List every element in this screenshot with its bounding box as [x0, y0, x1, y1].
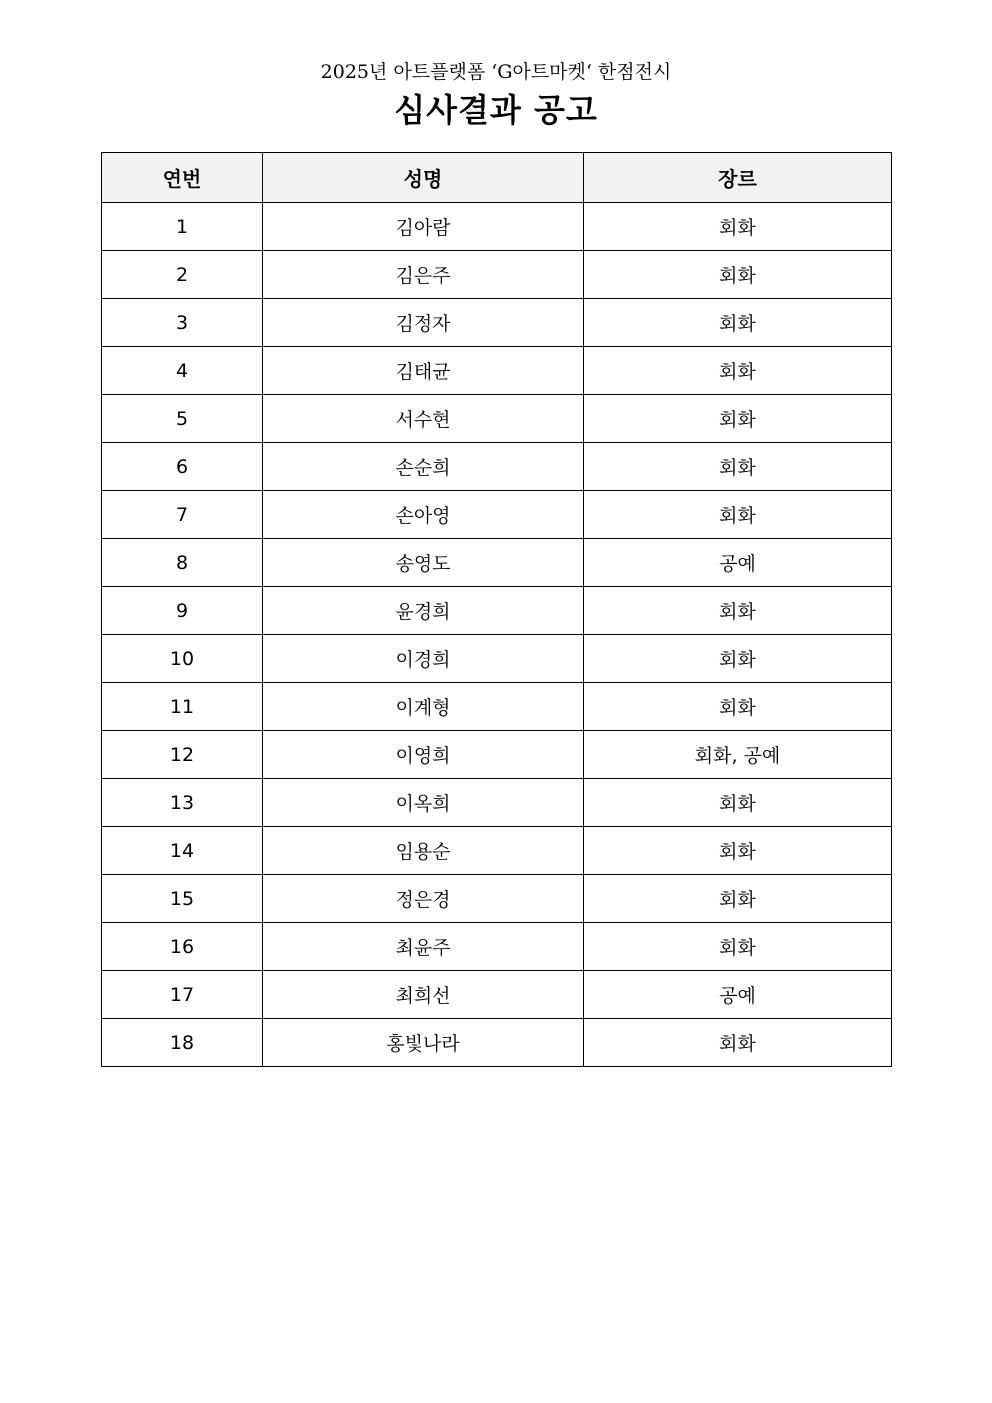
table-row — [102, 731, 892, 779]
cell-name: 김아람 — [263, 203, 584, 251]
cell-genre: 회화 — [584, 299, 892, 347]
cell-genre: 회화 — [584, 1019, 892, 1067]
table-row — [102, 779, 892, 827]
table-row — [102, 203, 892, 251]
cell-genre: 회화 — [584, 923, 892, 971]
cell-name: 임용순 — [263, 827, 584, 875]
cell-genre: 회화 — [584, 203, 892, 251]
cell-genre: 회화 — [584, 395, 892, 443]
cell-genre: 공예 — [584, 539, 892, 587]
cell-genre: 회화 — [584, 347, 892, 395]
cell-genre: 회화 — [584, 683, 892, 731]
table-row — [102, 635, 892, 683]
cell-number: 9 — [102, 587, 263, 635]
cell-number: 7 — [102, 491, 263, 539]
cell-number: 2 — [102, 251, 263, 299]
column-header-name: 성명 — [263, 153, 584, 203]
cell-name: 김정자 — [263, 299, 584, 347]
cell-name: 이옥희 — [263, 779, 584, 827]
cell-genre: 공예 — [584, 971, 892, 1019]
cell-name: 홍빛나라 — [263, 1019, 584, 1067]
table-row — [102, 1019, 892, 1067]
cell-number: 8 — [102, 539, 263, 587]
column-header-genre: 장르 — [584, 153, 892, 203]
cell-name: 윤경희 — [263, 587, 584, 635]
table-row — [102, 491, 892, 539]
table-row — [102, 395, 892, 443]
cell-name: 손아영 — [263, 491, 584, 539]
cell-genre: 회화 — [584, 443, 892, 491]
cell-number: 13 — [102, 779, 263, 827]
cell-genre: 회화, 공예 — [584, 731, 892, 779]
cell-number: 12 — [102, 731, 263, 779]
cell-name: 김은주 — [263, 251, 584, 299]
cell-name: 이계형 — [263, 683, 584, 731]
cell-name: 서수현 — [263, 395, 584, 443]
column-header-number: 연번 — [102, 153, 263, 203]
cell-number: 17 — [102, 971, 263, 1019]
table-row — [102, 971, 892, 1019]
table-header-row — [102, 153, 892, 203]
cell-name: 송영도 — [263, 539, 584, 587]
table-row — [102, 251, 892, 299]
cell-genre: 회화 — [584, 875, 892, 923]
cell-genre: 회화 — [584, 779, 892, 827]
cell-number: 16 — [102, 923, 263, 971]
table-row — [102, 923, 892, 971]
cell-genre: 회화 — [584, 635, 892, 683]
cell-genre: 회화 — [584, 827, 892, 875]
cell-name: 손순희 — [263, 443, 584, 491]
table-row — [102, 443, 892, 491]
cell-number: 6 — [102, 443, 263, 491]
results-table — [101, 152, 892, 1067]
cell-name: 정은경 — [263, 875, 584, 923]
cell-number: 14 — [102, 827, 263, 875]
cell-number: 15 — [102, 875, 263, 923]
table-row — [102, 587, 892, 635]
cell-genre: 회화 — [584, 491, 892, 539]
cell-number: 5 — [102, 395, 263, 443]
table-row — [102, 347, 892, 395]
cell-name: 이경희 — [263, 635, 584, 683]
document-title: 심사결과 공고 — [394, 91, 598, 129]
table-row — [102, 683, 892, 731]
cell-number: 4 — [102, 347, 263, 395]
cell-genre: 회화 — [584, 251, 892, 299]
cell-genre: 회화 — [584, 587, 892, 635]
cell-name: 김태균 — [263, 347, 584, 395]
cell-name: 이영희 — [263, 731, 584, 779]
table-row — [102, 539, 892, 587]
cell-number: 3 — [102, 299, 263, 347]
cell-number: 11 — [102, 683, 263, 731]
table-row — [102, 875, 892, 923]
table-row — [102, 299, 892, 347]
cell-name: 최희선 — [263, 971, 584, 1019]
cell-name: 최윤주 — [263, 923, 584, 971]
cell-number: 18 — [102, 1019, 263, 1067]
document-subtitle: 2025년 아트플랫폼 ‘G아트마켓‘ 한점전시 — [320, 61, 672, 83]
cell-number: 10 — [102, 635, 263, 683]
cell-number: 1 — [102, 203, 263, 251]
table-row — [102, 827, 892, 875]
